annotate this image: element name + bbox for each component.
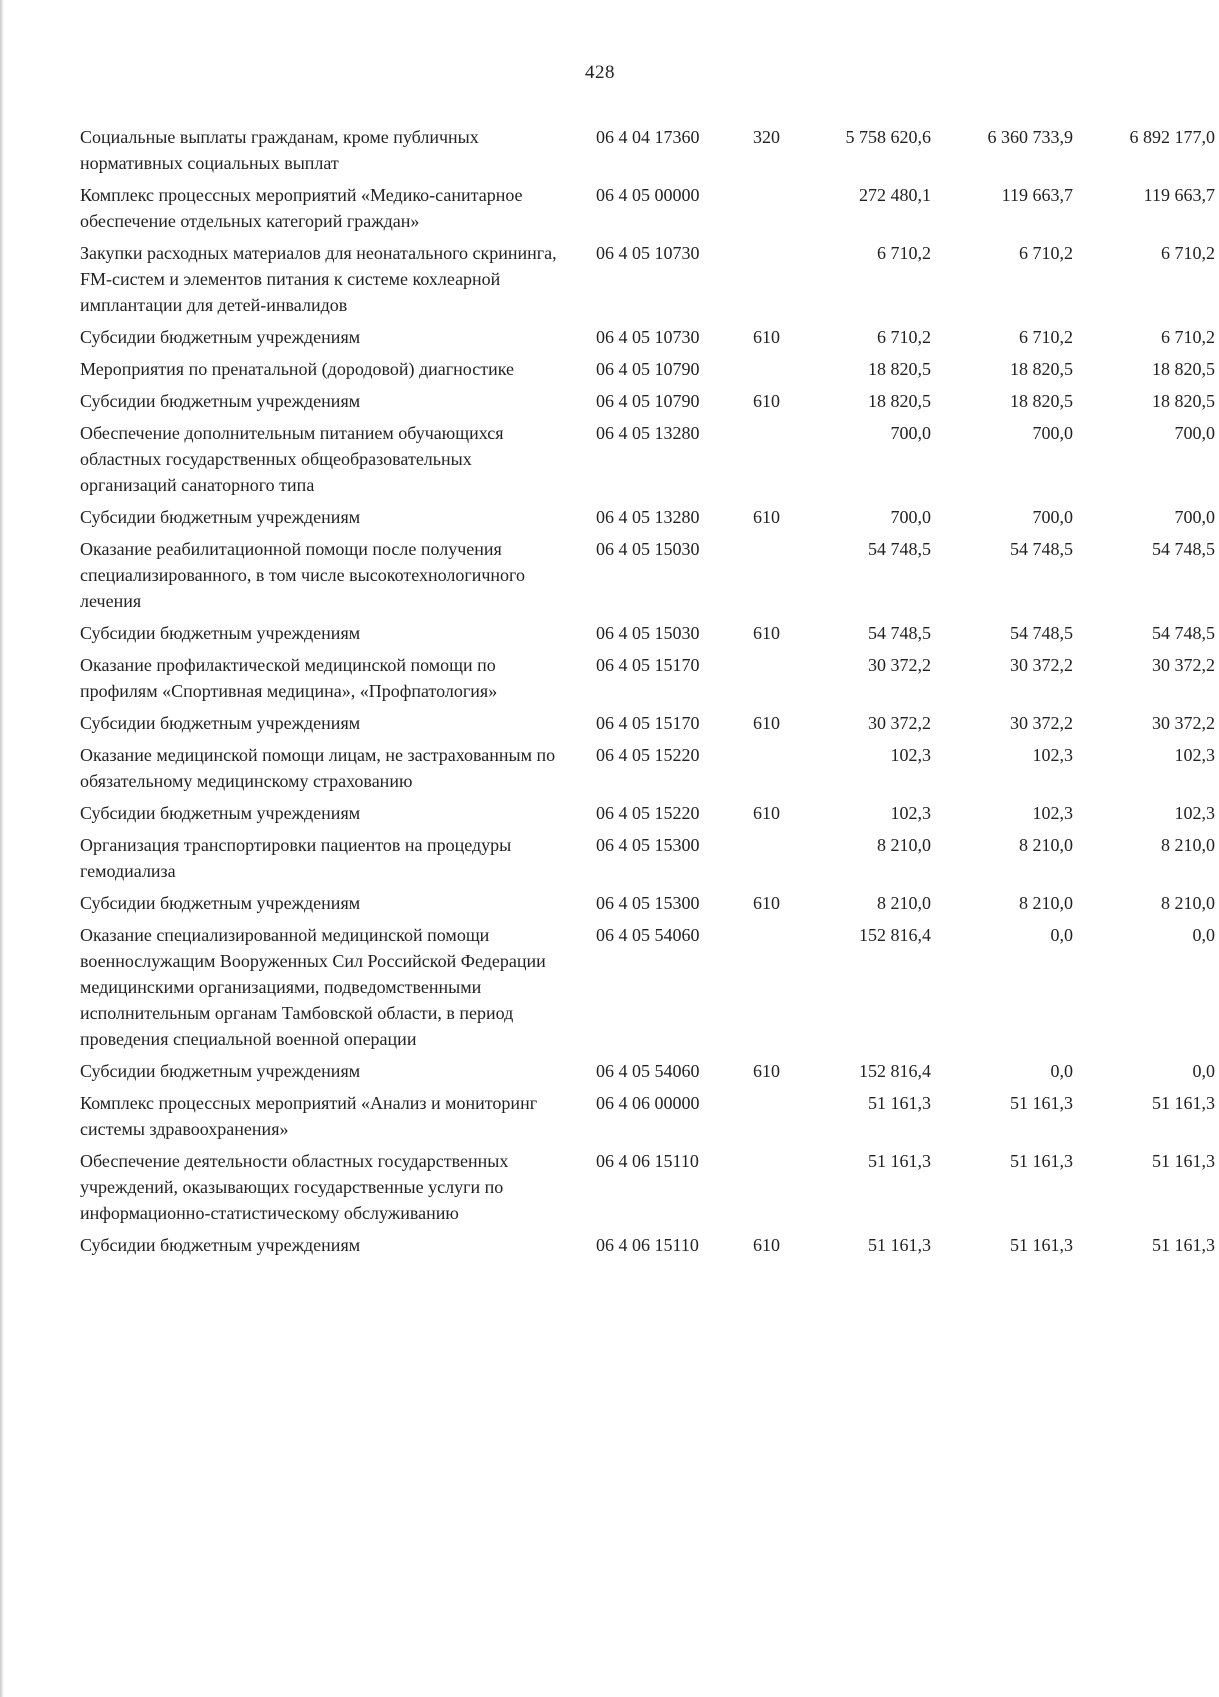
table-row [80, 240, 1219, 324]
target-code-cell: 06 4 05 15220 [596, 745, 700, 765]
target-code-cell: 06 4 05 15300 [596, 835, 700, 855]
table-row [80, 504, 1219, 536]
table-body [80, 124, 1219, 1264]
amount-year1-cell: 152 816,4 [859, 925, 931, 945]
amount-year3-cell: 6 710,2 [1161, 327, 1215, 347]
row-name-cell: Комплекс процессных мероприятий «Медико-санитарное обеспечение отдельных категорий граждан» [80, 185, 523, 231]
amount-year1-cell: 30 372,2 [868, 713, 931, 733]
row-name-cell: Оказание профилактической медицинской помощи по профилям «Спортивная медицина», «Профпатология» [80, 655, 498, 701]
target-code-cell: 06 4 05 54060 [596, 925, 700, 945]
expense-type-cell [753, 240, 793, 324]
row-name-cell: Организация транспортировки пациентов на процедуры гемодиализа [80, 835, 512, 881]
table-row [80, 536, 1219, 620]
row-name-cell: Субсидии бюджетным учреждениям [80, 1061, 361, 1081]
amount-year2-cell: 6 710,2 [1019, 327, 1073, 347]
table-row [80, 800, 1219, 832]
amount-year2-cell: 6 360 733,9 [987, 127, 1073, 147]
target-code-cell: 06 4 05 00000 [596, 185, 700, 205]
target-code-cell: 06 4 05 15030 [596, 539, 700, 559]
amount-year3-cell: 18 820,5 [1152, 391, 1215, 411]
row-name-cell: Мероприятия по пренатальной (дородовой) диагностике [80, 359, 514, 379]
amount-year3-cell: 6 710,2 [1161, 243, 1215, 263]
expense-type-cell: 610 [753, 327, 780, 347]
table-row [80, 420, 1219, 504]
amount-year2-cell: 102,3 [1032, 803, 1073, 823]
expense-type-cell [753, 182, 793, 240]
row-name-cell: Комплекс процессных мероприятий «Анализ и мониторинг системы здравоохранения» [80, 1093, 538, 1139]
amount-year3-cell: 30 372,2 [1152, 713, 1215, 733]
amount-year2-cell: 102,3 [1032, 745, 1073, 765]
scan-edge [0, 0, 4, 1697]
amount-year3-cell: 102,3 [1174, 803, 1215, 823]
amount-year1-cell: 51 161,3 [868, 1093, 931, 1113]
amount-year1-cell: 18 820,5 [868, 359, 931, 379]
amount-year1-cell: 54 748,5 [868, 539, 931, 559]
row-name-cell: Субсидии бюджетным учреждениям [80, 713, 361, 733]
table-row [80, 182, 1219, 240]
amount-year1-cell: 8 210,0 [877, 893, 931, 913]
amount-year1-cell: 6 710,2 [877, 243, 931, 263]
amount-year3-cell: 54 748,5 [1152, 539, 1215, 559]
table-row [80, 1090, 1219, 1148]
amount-year3-cell: 30 372,2 [1152, 655, 1215, 675]
expense-type-cell: 610 [753, 391, 780, 411]
amount-year2-cell: 0,0 [1050, 1061, 1073, 1081]
target-code-cell: 06 4 06 00000 [596, 1093, 700, 1113]
amount-year2-cell: 54 748,5 [1010, 623, 1073, 643]
page-number: 428 [585, 62, 615, 83]
amount-year2-cell: 51 161,3 [1010, 1235, 1073, 1255]
row-name-cell: Обеспечение деятельности областных государственных учреждений, оказывающих государственные услуги по информационно-статистическому обслуживанию [80, 1151, 509, 1223]
amount-year1-cell: 51 161,3 [868, 1235, 931, 1255]
row-name-cell: Оказание медицинской помощи лицам, не застрахованным по обязательному медицинскому страхованию [80, 745, 556, 791]
expense-type-cell [753, 1148, 793, 1232]
table-row [80, 922, 1219, 1058]
row-name-cell: Субсидии бюджетным учреждениям [80, 893, 361, 913]
amount-year2-cell: 51 161,3 [1010, 1151, 1073, 1171]
amount-year2-cell: 30 372,2 [1010, 713, 1073, 733]
row-name-cell: Оказание специализированной медицинской помощи военнослужащим Вооруженных Сил Российской Федерации медицинскими организациями, подведомственными исполнительным органам Тамбовской области, в период проведения специальной военной операции [80, 925, 546, 1049]
table-row [80, 124, 1219, 182]
amount-year3-cell: 700,0 [1174, 507, 1215, 527]
expense-type-cell: 610 [753, 1235, 780, 1255]
amount-year2-cell: 700,0 [1032, 423, 1073, 443]
target-code-cell: 06 4 05 15300 [596, 893, 700, 913]
expense-type-cell: 610 [753, 507, 780, 527]
amount-year2-cell: 51 161,3 [1010, 1093, 1073, 1113]
expense-type-cell [753, 536, 793, 620]
target-code-cell: 06 4 06 15110 [596, 1151, 699, 1171]
amount-year2-cell: 0,0 [1050, 925, 1073, 945]
target-code-cell: 06 4 05 10790 [596, 359, 700, 379]
target-code-cell: 06 4 05 15220 [596, 803, 700, 823]
target-code-cell: 06 4 05 13280 [596, 507, 700, 527]
target-code-cell: 06 4 05 15030 [596, 623, 700, 643]
expense-type-cell [753, 1090, 793, 1148]
target-code-cell: 06 4 05 10790 [596, 391, 700, 411]
amount-year3-cell: 54 748,5 [1152, 623, 1215, 643]
amount-year2-cell: 700,0 [1032, 507, 1073, 527]
amount-year3-cell: 8 210,0 [1161, 835, 1215, 855]
table-row [80, 356, 1219, 388]
row-name-cell: Оказание реабилитационной помощи после получения специализированного, в том числе высокотехнологичного лечения [80, 539, 525, 611]
amount-year2-cell: 8 210,0 [1019, 835, 1073, 855]
amount-year2-cell: 119 663,7 [1001, 185, 1073, 205]
amount-year1-cell: 8 210,0 [877, 835, 931, 855]
amount-year2-cell: 18 820,5 [1010, 391, 1073, 411]
table-row [80, 1232, 1219, 1264]
table-row [80, 890, 1219, 922]
table-row [80, 710, 1219, 742]
target-code-cell: 06 4 05 54060 [596, 1061, 700, 1081]
amount-year2-cell: 54 748,5 [1010, 539, 1073, 559]
amount-year1-cell: 18 820,5 [868, 391, 931, 411]
expense-type-cell [753, 652, 793, 710]
row-name-cell: Субсидии бюджетным учреждениям [80, 507, 361, 527]
row-name-cell: Субсидии бюджетным учреждениям [80, 327, 361, 347]
amount-year2-cell: 30 372,2 [1010, 655, 1073, 675]
table-row [80, 742, 1219, 800]
expense-type-cell [753, 832, 793, 890]
target-code-cell: 06 4 05 15170 [596, 713, 700, 733]
expense-type-cell [753, 420, 793, 504]
amount-year1-cell: 51 161,3 [868, 1151, 931, 1171]
row-name-cell: Субсидии бюджетным учреждениям [80, 623, 361, 643]
row-name-cell: Субсидии бюджетным учреждениям [80, 1235, 361, 1255]
amount-year1-cell: 54 748,5 [868, 623, 931, 643]
target-code-cell: 06 4 06 15110 [596, 1235, 699, 1255]
amount-year1-cell: 6 710,2 [877, 327, 931, 347]
amount-year2-cell: 18 820,5 [1010, 359, 1073, 379]
amount-year3-cell: 51 161,3 [1152, 1235, 1215, 1255]
amount-year3-cell: 18 820,5 [1152, 359, 1215, 379]
amount-year2-cell: 8 210,0 [1019, 893, 1073, 913]
amount-year2-cell: 6 710,2 [1019, 243, 1073, 263]
expense-type-cell: 610 [753, 893, 780, 913]
target-code-cell: 06 4 05 10730 [596, 243, 700, 263]
expense-type-cell: 320 [753, 127, 780, 147]
table-row [80, 652, 1219, 710]
amount-year3-cell: 8 210,0 [1161, 893, 1215, 913]
target-code-cell: 06 4 04 17360 [596, 127, 700, 147]
amount-year3-cell: 102,3 [1174, 745, 1215, 765]
expense-type-cell [753, 922, 793, 1058]
expense-type-cell [753, 356, 793, 388]
amount-year3-cell: 51 161,3 [1152, 1151, 1215, 1171]
expense-type-cell [753, 742, 793, 800]
amount-year1-cell: 700,0 [890, 507, 931, 527]
target-code-cell: 06 4 05 10730 [596, 327, 700, 347]
table-row [80, 388, 1219, 420]
expense-type-cell: 610 [753, 803, 780, 823]
amount-year3-cell: 51 161,3 [1152, 1093, 1215, 1113]
amount-year1-cell: 700,0 [890, 423, 931, 443]
budget-table [80, 124, 1219, 1264]
target-code-cell: 06 4 05 13280 [596, 423, 700, 443]
table-row [80, 832, 1219, 890]
expense-type-cell: 610 [753, 623, 780, 643]
row-name-cell: Закупки расходных материалов для неонатального скрининга, FM-систем и элементов питания к системе кохлеарной имплантации для детей-инвалидов [80, 243, 557, 315]
target-code-cell: 06 4 05 15170 [596, 655, 700, 675]
row-name-cell: Субсидии бюджетным учреждениям [80, 391, 361, 411]
table-row [80, 620, 1219, 652]
amount-year1-cell: 102,3 [890, 745, 931, 765]
row-name-cell: Социальные выплаты гражданам, кроме публичных нормативных социальных выплат [80, 127, 479, 173]
table-row [80, 324, 1219, 356]
amount-year3-cell: 0,0 [1192, 925, 1215, 945]
amount-year3-cell: 0,0 [1192, 1061, 1215, 1081]
amount-year1-cell: 102,3 [890, 803, 931, 823]
expense-type-cell: 610 [753, 1061, 780, 1081]
table-row [80, 1148, 1219, 1232]
table-row [80, 1058, 1219, 1090]
amount-year3-cell: 119 663,7 [1143, 185, 1215, 205]
amount-year1-cell: 30 372,2 [868, 655, 931, 675]
amount-year1-cell: 5 758 620,6 [845, 127, 931, 147]
expense-type-cell: 610 [753, 713, 780, 733]
amount-year3-cell: 700,0 [1174, 423, 1215, 443]
amount-year1-cell: 272 480,1 [859, 185, 931, 205]
row-name-cell: Субсидии бюджетным учреждениям [80, 803, 361, 823]
row-name-cell: Обеспечение дополнительным питанием обучающихся областных государственных общеобразовательных организаций санаторного типа [80, 423, 504, 495]
amount-year1-cell: 152 816,4 [859, 1061, 931, 1081]
amount-year3-cell: 6 892 177,0 [1129, 127, 1215, 147]
